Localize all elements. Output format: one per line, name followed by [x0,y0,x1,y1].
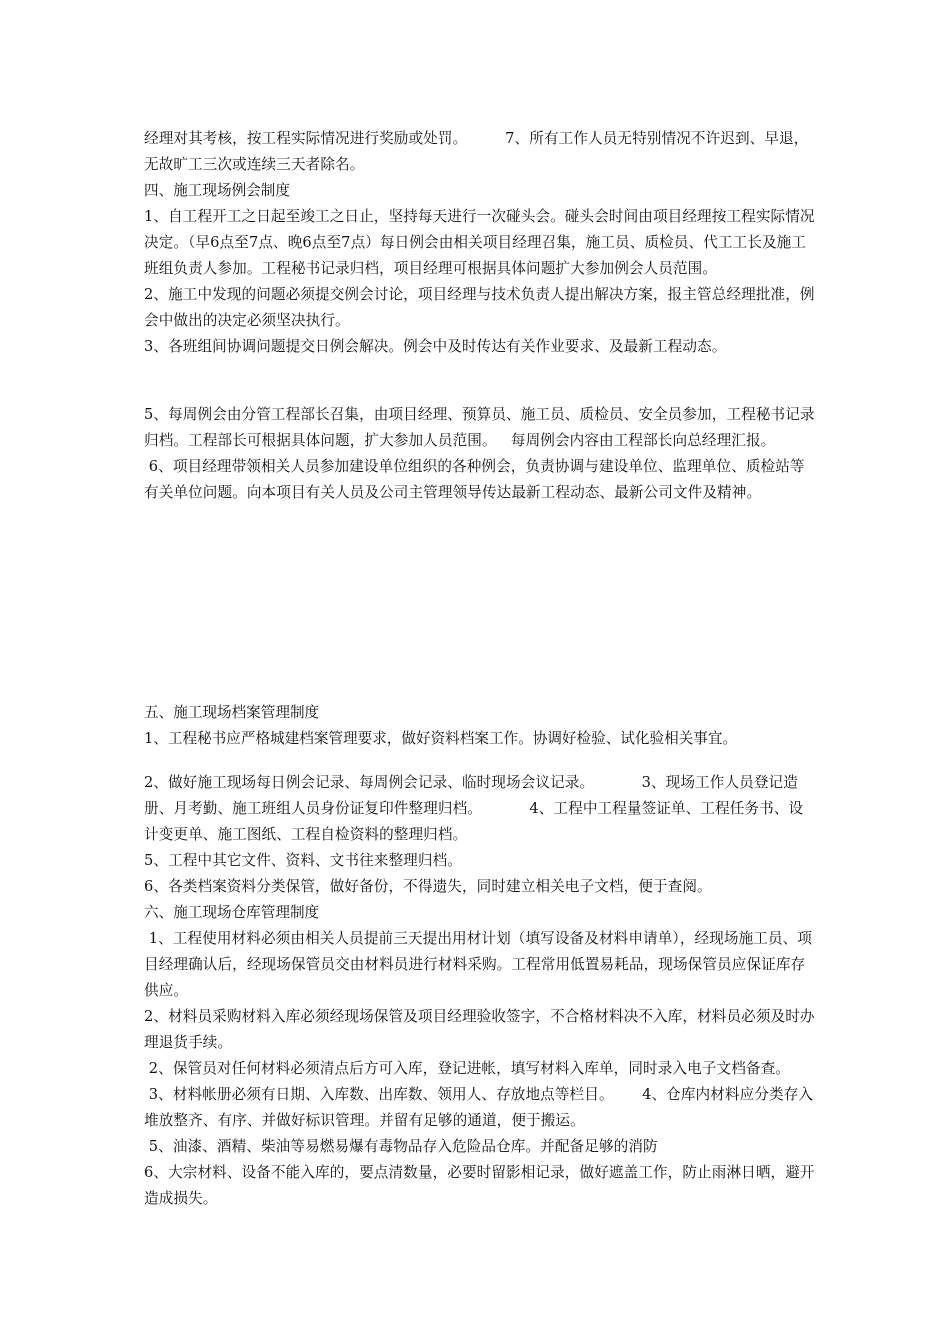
section-heading: 四、施工现场例会制度 [144,182,290,199]
paragraph: 2、材料员采购材料入库必须经现场保管及项目经理验收签字，不合格材料决不入库，材料员必须及时办理退货手续。 [144,1008,815,1051]
paragraph: 5、每周例会由分管工程部长召集，由项目经理、预算员、施工员、质检员、安全员参加，工程秘书记录归档。工程部长可根据具体问题，扩大参加人员范围。 每周例会内容由工程部长向总经理汇报。 [144,406,815,449]
paragraph: 1、工程使用材料必须由相关人员提前三天提出用材计划（填写设备及材料申请单），经现场施工员、项目经理确认后，经现场保管员交由材料员进行材料采购。工程常用低置易耗品，现场保管员应保证库存供应。 [144,930,813,999]
paragraph: 6、大宗材料、设备不能入库的，要点清数量，必要时留影相记录，做好遮盖工作，防止雨淋日晒，避开造成损失。 [144,1164,815,1207]
section-heading: 五、施工现场档案管理制度 [144,704,320,721]
paragraph: 1、自工程开工之日起至竣工之日止，坚持每天进行一次碰头会。碰头会时间由项目经理按工程实际情况决定。（早6点至7点、晚6点至7点）每日例会由相关项目经理召集，施工员、质检员、代工工长及施工班组负责人参加。工程秘书记录归档，项目经理可根据具体问题扩大参加例会人员范围。 [144,208,815,277]
section-5-continued [144,770,816,900]
document-page [144,0,816,1344]
paragraph: 3、材料帐册必须有日期、入库数、出库数、领用人、存放地点等栏目。 4、仓库内材料应分类存入堆放整齐、有序、并做好标识管理。并留有足够的通道，便于搬运。 [144,1086,814,1129]
section-4 [144,178,816,360]
paragraph: 3、各班组间协调问题提交日例会解决。例会中及时传达有关作业要求、及最新工程动态。 [144,338,727,355]
paragraph: 5、油漆、酒精、柴油等易燃易爆有毒物品存入危险品仓库。并配备足够的消防 [144,1138,658,1155]
paragraph: 2、施工中发现的问题必须提交例会讨论，项目经理与技术负责人提出解决方案，报主管总经理批准，例会中做出的决定必须坚决执行。 [144,286,815,329]
section-5 [144,700,816,752]
continuation-block [144,126,816,178]
paragraph: 6、各类档案资料分类保管，做好备份，不得遗失，同时建立相关电子文档，便于查阅。 [144,878,712,895]
paragraph: 经理对其考核，按工程实际情况进行奖励或处罚。 7、所有工作人员无特别情况不许迟到、早退，无故旷工三次或连续三天者除名。 [144,130,809,173]
paragraph: 5、工程中其它文件、资料、文书往来整理归档。 [144,852,462,869]
section-heading: 六、施工现场仓库管理制度 [144,904,320,921]
paragraph: 2、保管员对任何材料必须清点后方可入库，登记进帐，填写材料入库单，同时录入电子文档备查。 [144,1060,790,1077]
section-6 [144,900,816,1212]
paragraph: 6、项目经理带领相关人员参加建设单位组织的各种例会，负责协调与建设单位、监理单位、质检站等有关单位问题。向本项目有关人员及公司主管理领导传达最新工程动态、最新公司文件及精神。 [144,458,805,501]
paragraph: 2、做好施工现场每日例会记录、每周例会记录、临时现场会议记录。 3、现场工作人员登记造册、月考勤、施工班组人员身份证复印件整理归档。 4、工程中工程量签证单、工程任务书、设计变更单、施工图纸、工程自检资料的整理归档。 [144,774,804,843]
paragraph: 1、工程秘书应严格城建档案管理要求，做好资料档案工作。协调好检验、试化验相关事宜。 [144,730,738,747]
section-4-continued [144,402,816,506]
